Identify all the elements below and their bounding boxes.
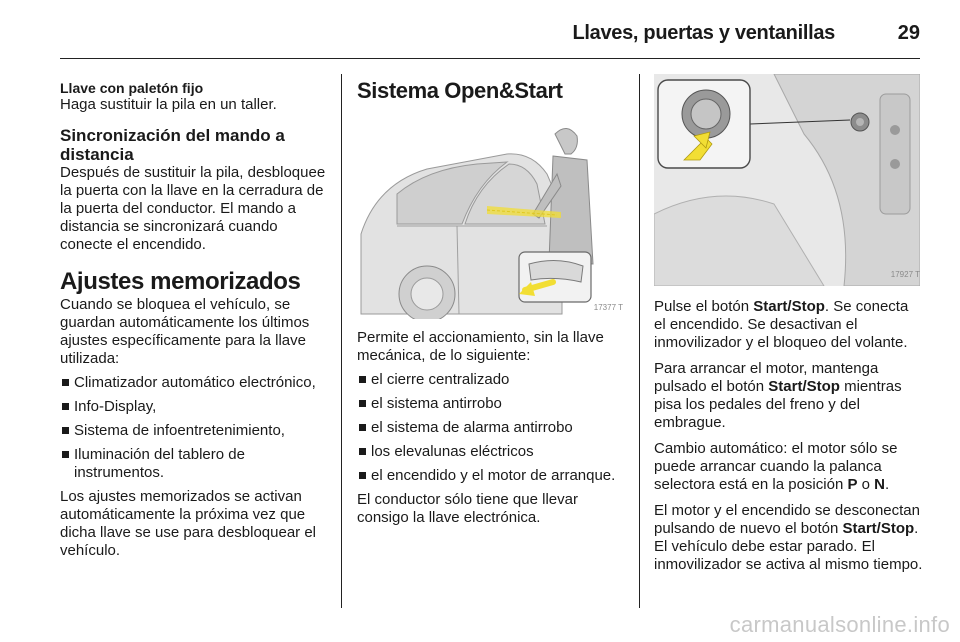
list-item: el sistema de alarma antirrobo [357,419,627,437]
list-item: los elevalunas eléctricos [357,443,627,461]
door-handle-illustration [357,114,627,319]
figure-ref: 17377 T [593,303,623,312]
header-title: Llaves, puertas y ventanillas [572,22,835,44]
gear-n-label: N [874,476,885,493]
column-2 [357,74,627,527]
list-item: el encendido y el motor de arranque. [357,467,627,485]
text-start-stop-2 [654,360,924,432]
column-3 [654,74,924,574]
ajustes-list [60,374,328,482]
figure-ref: 17927 T [890,270,920,279]
heading-ajustes-memorizados: Ajustes memorizados [60,268,301,295]
start-stop-label: Start/Stop [842,520,915,537]
open-start-list [357,371,627,485]
header-divider [60,58,920,59]
text-llave-paleton: Haga sustituir la pila en un taller. [60,96,277,113]
list-item: Sistema de infoentretenimiento, [60,422,328,440]
column-divider-1 [341,74,342,608]
gear-p-label: P [847,476,858,493]
text-run: . Se conecta el encendido. Se desactivan el inmovilizador y el bloqueo del volante. [654,298,909,351]
text-run: El motor y el encendido se desconectan pulsando de nuevo el botón [654,502,920,537]
text-open-start-intro: Permite el accionamiento, sin la llave mecánica, de lo siguiente: [357,329,604,364]
car-door-figure [357,114,619,319]
start-button-illustration [654,74,924,286]
watermark: carmanualsonline.info [729,612,950,637]
column-divider-2 [639,74,640,608]
text-run: mientras pisa los pedales del freno y del embrague. [654,378,902,431]
text-run: . El vehículo debe estar parado. El inmovilizador se activa al mismo tiempo. [654,520,923,573]
text-ajustes: Cuando se bloquea el vehículo, se guardan automáticamente los últimos ajustes específicamente para la llave utilizada: [60,296,310,367]
text-run: Cambio automático: el motor sólo se puede arrancar cuando la palanca selectora está en la posición [654,440,898,493]
list-item: el sistema antirrobo [357,395,627,413]
text-open-start-final: El conductor sólo tiene que llevar consigo la llave electrónica. [357,491,578,526]
list-item: el cierre centralizado [357,371,627,389]
start-stop-label: Start/Stop [753,298,825,315]
heading-open-start: Sistema Open&Start [357,78,563,103]
list-item: Iluminación del tablero de instrumentos. [60,446,328,482]
start-stop-figure [654,74,920,286]
text-start-stop-1 [654,298,924,352]
list-item: Climatizador automático electrónico, [60,374,328,392]
heading-llave-paleton: Llave con paletón fijo [60,80,204,96]
column-1 [60,74,328,560]
text-run: . [885,476,890,493]
text-sincronizacion: Después de sustituir la pila, desbloquee la puerta con la llave en la cerradura de la puerta del conductor. El mando a distancia se sincronizará cuando conecte el encendido. [60,164,326,253]
start-stop-label: Start/Stop [768,378,840,395]
page-number: 29 [897,22,920,44]
heading-sincronizacion: Sincronización del mando a distancia [60,126,285,164]
text-ajustes-final: Los ajustes memorizados se activan automáticamente la próxima vez que dicha llave se use para desbloquear el vehículo. [60,488,317,559]
text-run: Para arrancar el motor, mantenga pulsado el botón [654,360,879,395]
page-header [60,0,920,60]
list-item: Info-Display, [60,398,328,416]
text-start-stop-3 [654,440,924,494]
text-run: o [857,476,875,493]
text-start-stop-4 [654,502,924,574]
text-run: Pulse el botón [654,298,754,315]
